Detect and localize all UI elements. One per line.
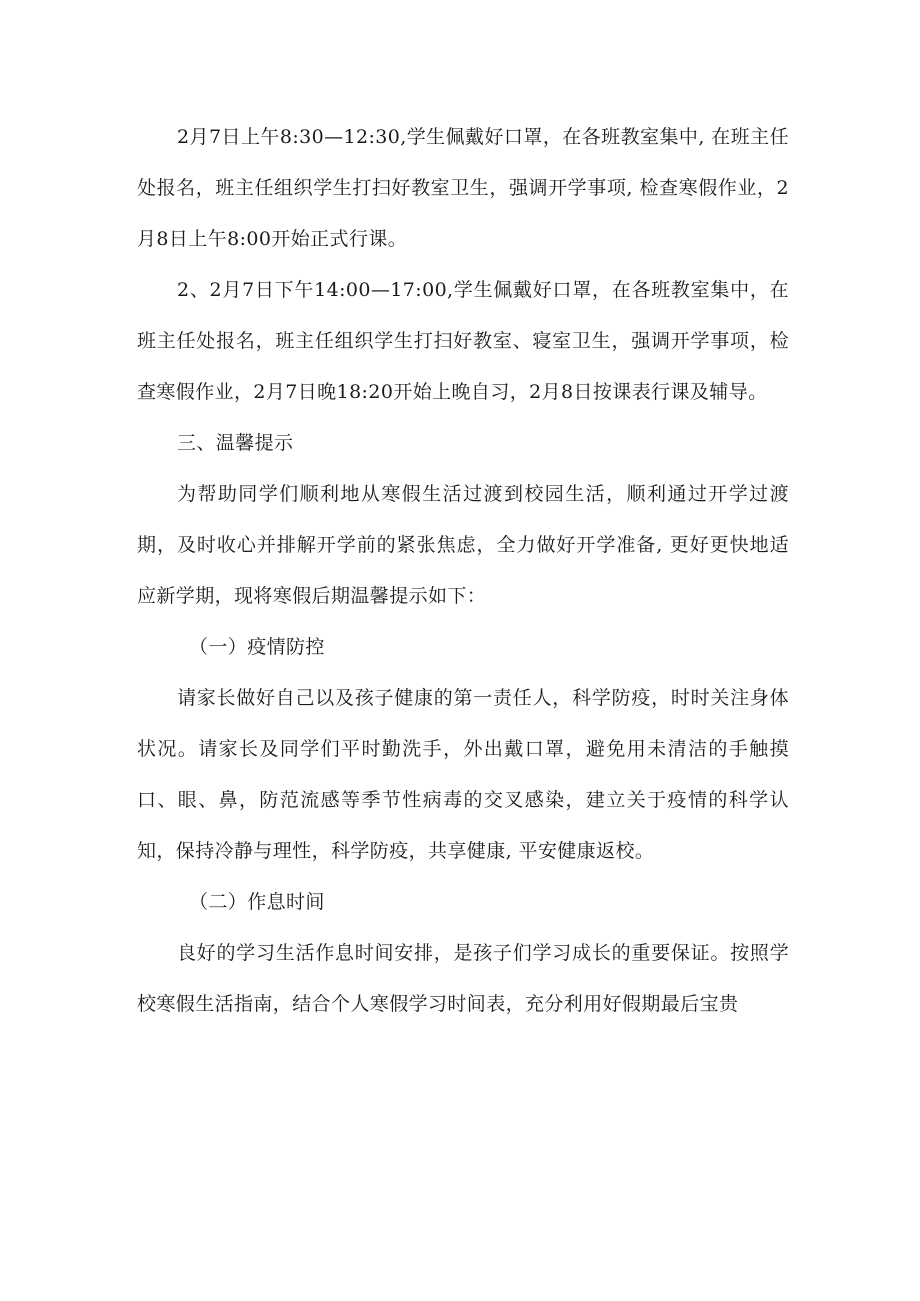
paragraph-schedule: 良好的学习生活作息时间安排，是孩子们学习成长的重要保证。按照学校寒假生活指南，结合个人寒假学习时间表，充分利用好假期最后宝贵: [137, 942, 789, 1015]
subheading-epidemic-prevention: （一）疫情防控: [189, 636, 325, 658]
paragraph-tips-intro: 为帮助同学们顺利地从寒假生活过渡到校园生活，顺利通过开学过渡期，及时收心并排解开学前的紧张焦虑，全力做好开学准备, 更好更快地适应新学期，现将寒假后期温馨提示如下：: [137, 483, 789, 607]
paragraph-registration-morning: 2月7日上午8:30—12:30,学生佩戴好口罩，在各班教室集中, 在班主任处报名，班主任组织学生打扫好教室卫生，强调开学事项, 检查寒假作业，2月8日上午8:00开始正式行课。: [137, 126, 789, 250]
paragraph-registration-afternoon: 2、2月7日下午14:00—17:00,学生佩戴好口罩，在各班教室集中，在班主任处报名，班主任组织学生打扫好教室、寝室卫生，强调开学事项，检查寒假作业，2月7日晚18:20开始上晚自习，2月8日按课表行课及辅导。: [137, 279, 789, 403]
paragraph-epidemic-prevention: 请家长做好自己以及孩子健康的第一责任人，科学防疫，时时关注身体状况。请家长及同学们平时勤洗手，外出戴口罩，避免用未清洁的手触摸口、眼、鼻，防范流感等季节性病毒的交叉感染，建立关于疫情的科学认知，保持冷静与理性，科学防疫，共享健康, 平安健康返校。: [137, 687, 789, 862]
subheading-schedule: （二）作息时间: [189, 891, 325, 913]
section-heading-tips: 三、温馨提示: [177, 432, 294, 454]
document-body: [137, 112, 789, 1030]
